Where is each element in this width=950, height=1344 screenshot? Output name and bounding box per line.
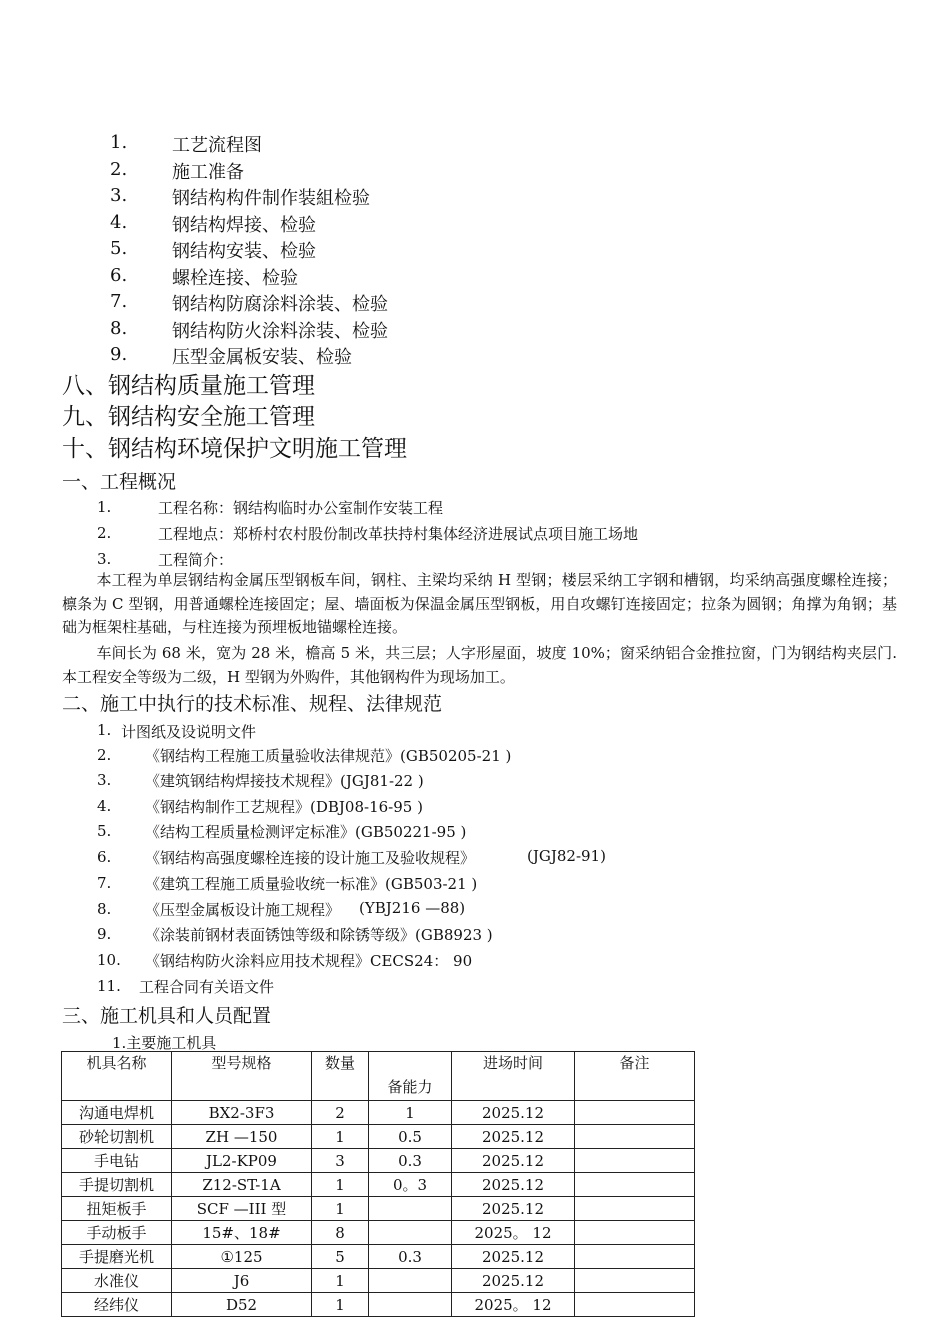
table-cell: 0.3: [369, 1149, 452, 1173]
section-title-standards: 二、施工中执行的技术标准、规程、法律规范: [62, 693, 443, 715]
table-cell: [575, 1149, 695, 1173]
table-row: [62, 1269, 695, 1293]
toc-item: 钢结构构件制作装組检验: [172, 188, 370, 209]
standard-item: 工程合同有关语文件: [139, 978, 275, 996]
table-cell: 2025。 12: [452, 1293, 575, 1317]
table-cell: Z12-ST-1A: [172, 1173, 312, 1197]
table-cell: [369, 1269, 452, 1293]
table-cell: 8: [312, 1221, 369, 1245]
table-cell: 经纬仪: [62, 1293, 172, 1317]
table-row: [62, 1245, 695, 1269]
standard-item: 计图纸及设说明文件: [121, 723, 257, 741]
header-cell: 机具名称: [62, 1052, 172, 1101]
table-cell: 1: [369, 1101, 452, 1125]
overview-item-number: 3.: [97, 550, 112, 568]
standard-item: 《建筑工程施工质量验收统一标准》(GB503-21 ): [145, 875, 478, 893]
table-cell: 沟通电焊机: [62, 1101, 172, 1125]
standard-item: 《钢结构高强度螺栓连接的设计施工及验收规程》: [145, 849, 476, 867]
header-cell: 备能力: [369, 1052, 452, 1101]
standard-item: 《结构工程质量检测评定标准》(GB50221-95 ): [145, 823, 467, 841]
toc-number: 4.: [110, 212, 128, 233]
table-cell: 水准仪: [62, 1269, 172, 1293]
table-cell: [575, 1125, 695, 1149]
table-cell: [575, 1269, 695, 1293]
standard-number: 7.: [97, 874, 112, 892]
table-cell: [575, 1221, 695, 1245]
standard-number: 1.: [97, 721, 112, 739]
toc-number: 9.: [110, 344, 128, 365]
standard-item: 《钢结构防火涂料应用技术规程》CECS24： 90: [145, 952, 473, 970]
table-cell: 1: [312, 1125, 369, 1149]
standard-number: 11.: [97, 977, 121, 995]
overview-item-number: 1.: [97, 498, 112, 516]
toc-item: 钢结构防腐涂料涂装、检验: [172, 294, 388, 315]
section-title-equipment: 三、施工机具和人员配置: [62, 1005, 272, 1027]
table-cell: 2025.12: [452, 1101, 575, 1125]
header-cell: 数量: [312, 1052, 369, 1101]
heading-safety-management: 九、钢结构安全施工管理: [62, 404, 315, 430]
standard-number: 2.: [97, 746, 112, 764]
table-cell: [369, 1293, 452, 1317]
table-cell: 3: [312, 1149, 369, 1173]
standard-code: (YBJ216 —88): [359, 899, 466, 917]
table-cell: 0.3: [369, 1245, 452, 1269]
standard-item: 《钢结构制作工艺规程》(DBJ08-16-95 ): [145, 798, 423, 816]
standard-number: 9.: [97, 925, 112, 943]
toc-number: 3.: [110, 185, 128, 206]
table-cell: 手提切割机: [62, 1173, 172, 1197]
table-cell: 1: [312, 1269, 369, 1293]
table-cell: 2025.12: [452, 1245, 575, 1269]
table-cell: [575, 1173, 695, 1197]
table-cell: 2025.12: [452, 1125, 575, 1149]
table-cell: [369, 1197, 452, 1221]
table-row: [62, 1101, 695, 1125]
standard-number: 6.: [97, 848, 112, 866]
overview-item-name: 工程名称：钢结构临时办公室制作安装工程: [158, 499, 444, 517]
standard-item: 《建筑钢结构焊接技术规程》(JGJ81-22 ): [145, 772, 424, 790]
table-row: [62, 1125, 695, 1149]
table-cell: J6: [172, 1269, 312, 1293]
table-cell: BX2-3F3: [172, 1101, 312, 1125]
toc-number: 5.: [110, 238, 128, 259]
toc-item: 钢结构焊接、检验: [172, 215, 316, 236]
table-cell: 2025。 12: [452, 1221, 575, 1245]
standard-number: 5.: [97, 822, 112, 840]
table-row: [62, 1221, 695, 1245]
table-cell: 2025.12: [452, 1149, 575, 1173]
table-cell: 手电钻: [62, 1149, 172, 1173]
table-header-row: [62, 1052, 695, 1101]
table-cell: 2025.12: [452, 1269, 575, 1293]
table-cell: [369, 1221, 452, 1245]
toc-number: 1.: [110, 132, 128, 153]
standard-item: 《钢结构工程施工质量验收法律规范》(GB50205-21 ): [145, 747, 512, 765]
toc-number: 2.: [110, 159, 128, 180]
table-cell: [575, 1101, 695, 1125]
standard-item: 《压型金属板设计施工规程》: [145, 901, 341, 919]
table-cell: 0。3: [369, 1173, 452, 1197]
overview-item-intro: 工程简介：: [158, 551, 234, 569]
table-row: [62, 1197, 695, 1221]
table-cell: 2025.12: [452, 1197, 575, 1221]
toc-item: 钢结构安装、检验: [172, 241, 316, 262]
toc-number: 7.: [110, 291, 128, 312]
toc-item: 钢结构防火涂料涂装、检验: [172, 321, 388, 342]
equipment-table: [61, 1051, 695, 1317]
heading-environment-management: 十、钢结构环境保护文明施工管理: [62, 436, 407, 462]
standard-number: 10.: [97, 951, 121, 969]
table-cell: 1: [312, 1293, 369, 1317]
table-cell: 5: [312, 1245, 369, 1269]
equipment-table-caption: 1.主要施工机具: [112, 1034, 217, 1052]
standard-number: 3.: [97, 771, 112, 789]
toc-item: 工艺流程图: [172, 135, 262, 156]
toc-number: 8.: [110, 318, 128, 339]
section-title-overview: 一、工程概况: [62, 471, 177, 493]
overview-item-location: 工程地点：郑桥村农村股份制改革扶持村集体经济进展试点项目施工场地: [158, 525, 639, 543]
toc-item: 压型金属板安装、检验: [172, 347, 352, 368]
table-row: [62, 1173, 695, 1197]
table-cell: [575, 1197, 695, 1221]
table-cell: 手提磨光机: [62, 1245, 172, 1269]
table-cell: 砂轮切割机: [62, 1125, 172, 1149]
standard-code: (JGJ82-91): [527, 847, 606, 865]
table-cell: ZH —150: [172, 1125, 312, 1149]
overview-item-number: 2.: [97, 524, 112, 542]
table-cell: 1: [312, 1197, 369, 1221]
standard-item: 《涂装前钢材表面锈蚀等级和除锈等级》(GB8923 ): [145, 926, 493, 944]
table-row: [62, 1293, 695, 1317]
table-cell: 1: [312, 1173, 369, 1197]
table-cell: SCF —III 型: [172, 1197, 312, 1221]
table-cell: 手动板手: [62, 1221, 172, 1245]
header-cell: 进场时间: [452, 1052, 575, 1101]
table-cell: ①125: [172, 1245, 312, 1269]
table-row: [62, 1149, 695, 1173]
table-cell: [575, 1293, 695, 1317]
standard-number: 4.: [97, 797, 112, 815]
toc-item: 施工准备: [172, 162, 244, 183]
table-cell: [575, 1245, 695, 1269]
heading-quality-management: 八、钢结构质量施工管理: [62, 373, 315, 399]
table-cell: 2: [312, 1101, 369, 1125]
overview-paragraph-dimensions: 车间长为 68 米，宽为 28 米，檐高 5 米，共三层；人字形屋面，坡度 10%；窗采纳铝合金推拉窗，门为钢结构夹层门. 本工程安全等级为二级，H 型钢为外购件，其他钢构件为现场加工。: [62, 644, 897, 686]
table-cell: 扭矩板手: [62, 1197, 172, 1221]
header-cell: 型号规格: [172, 1052, 312, 1101]
table-cell: JL2-KP09: [172, 1149, 312, 1173]
table-cell: 15#、18#: [172, 1221, 312, 1245]
standard-number: 8.: [97, 900, 112, 918]
header-cell: 备注: [575, 1052, 695, 1101]
table-cell: D52: [172, 1293, 312, 1317]
table-cell: 0.5: [369, 1125, 452, 1149]
toc-number: 6.: [110, 265, 128, 286]
toc-item: 螺栓连接、检验: [172, 268, 298, 289]
table-cell: 2025.12: [452, 1173, 575, 1197]
overview-paragraph-structure: 本工程为单层钢结构金属压型钢板车间，钢柱、主梁均采纳 H 型钢；楼层采纳工字钢和槽钢，均采纳高强度螺栓连接；檩条为 C 型钢，用普通螺栓连接固定；屋、墙面板为保温金属压型钢板，用自攻螺钉连接固定；拉条为圆钢；角撑为角钢；基础为框架柱基础，与柱连接为预埋板地锚螺栓连接。: [62, 571, 897, 636]
